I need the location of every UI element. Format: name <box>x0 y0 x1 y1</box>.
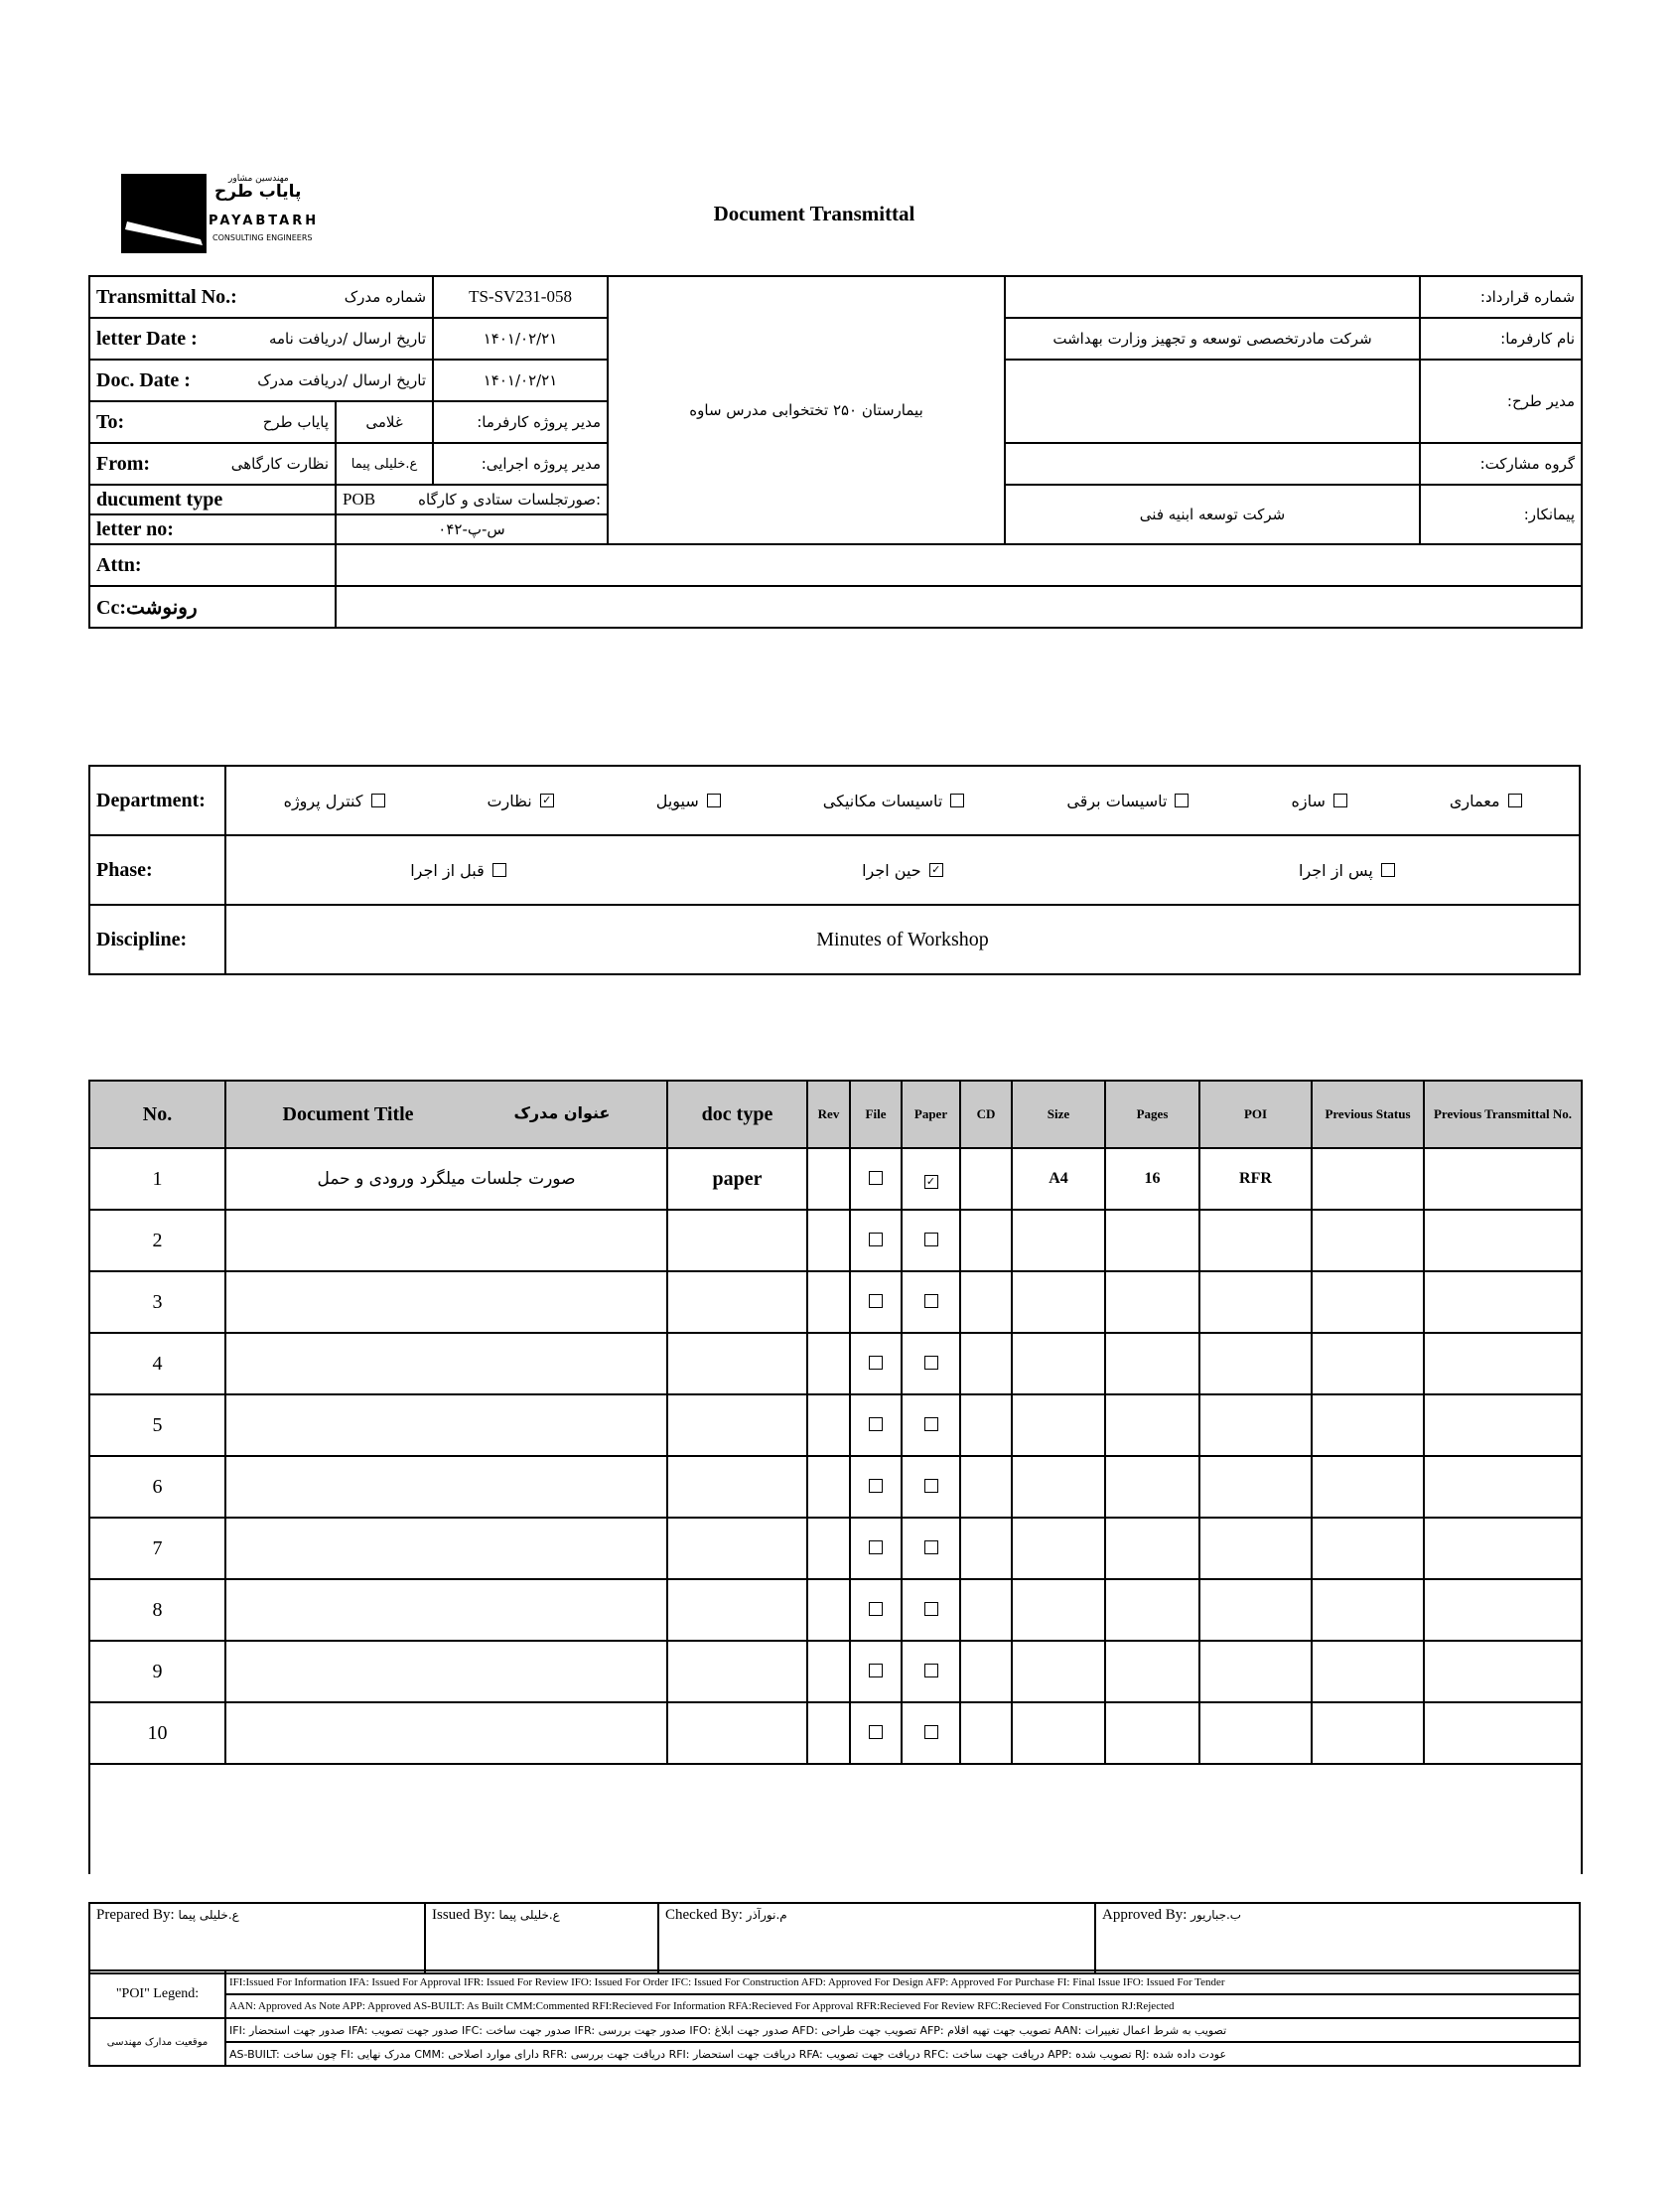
manager-value <box>1005 360 1420 443</box>
checkbox[interactable] <box>924 1725 938 1739</box>
logo-wave-icon <box>121 174 207 253</box>
row-no: 9 <box>89 1641 225 1702</box>
row-doc-type <box>667 1456 807 1518</box>
poi-legend-table <box>88 1969 1581 2067</box>
logo-subtitle: CONSULTING ENGINEERS <box>212 233 313 242</box>
checkbox[interactable] <box>924 1417 938 1431</box>
row-pages <box>1105 1333 1199 1394</box>
checkbox[interactable] <box>371 794 385 807</box>
row-prev-status <box>1312 1702 1424 1764</box>
checkbox[interactable] <box>924 1294 938 1308</box>
row-file-checkbox[interactable] <box>850 1210 902 1271</box>
row-no: 3 <box>89 1271 225 1333</box>
row-rev <box>807 1210 850 1271</box>
row-pages <box>1105 1456 1199 1518</box>
row-poi: RFR <box>1199 1148 1312 1210</box>
row-pages <box>1105 1702 1199 1764</box>
cc-value <box>336 586 1582 628</box>
from-fa-label: مدیر پروژه اجرایی: <box>433 443 608 485</box>
row-paper-checkbox[interactable] <box>902 1702 960 1764</box>
department-option-mechanical[interactable]: تاسیسات مکانیکی <box>823 792 965 810</box>
poi-legend-label: "POI" Legend: <box>89 1970 225 2018</box>
row-prev-transmittal <box>1424 1579 1582 1641</box>
row-prev-status <box>1312 1394 1424 1456</box>
checkbox[interactable] <box>1175 794 1189 807</box>
col-doc-type: doc type <box>667 1081 807 1148</box>
attn-label: Attn: <box>89 544 336 586</box>
row-doc-type <box>667 1702 807 1764</box>
checkbox[interactable]: ✓ <box>924 1175 938 1189</box>
row-title <box>225 1394 667 1456</box>
from-cell <box>89 443 336 485</box>
row-doc-type <box>667 1641 807 1702</box>
row-poi <box>1199 1456 1312 1518</box>
row-rev <box>807 1702 850 1764</box>
issued-by-cell <box>425 1903 658 1973</box>
to-cell <box>89 401 336 443</box>
row-cd <box>960 1456 1012 1518</box>
transmittal-info-table <box>88 275 1583 629</box>
table-row <box>89 1579 1582 1641</box>
row-prev-transmittal <box>1424 1702 1582 1764</box>
to-person: غلامی <box>336 401 433 443</box>
checkbox[interactable] <box>869 1294 883 1308</box>
legend-fa-label: موقعیت مدارک مهندسی <box>89 2018 225 2066</box>
row-title <box>225 1271 667 1333</box>
doc-type-cell <box>336 485 608 514</box>
phase-option-during[interactable]: ✓ حین اجرا <box>862 861 943 880</box>
logo-fa-small: مهندسین مشاور <box>228 174 289 184</box>
row-title <box>225 1579 667 1641</box>
row-prev-status <box>1312 1456 1424 1518</box>
table-row <box>89 1271 1582 1333</box>
contractor-label: پیمانکار: <box>1420 485 1582 544</box>
row-doc-type <box>667 1394 807 1456</box>
signature-table <box>88 1902 1581 1974</box>
row-pages <box>1105 1579 1199 1641</box>
col-rev: Rev <box>807 1081 850 1148</box>
row-cd <box>960 1333 1012 1394</box>
checkbox[interactable] <box>869 1664 883 1677</box>
letter-date-fa-label: تاریخ ارسال /دریافت نامه <box>268 330 427 348</box>
attn-value <box>336 544 1582 586</box>
doc-type-fa: صورتجلسات ستادی و کارگاه: <box>418 491 602 509</box>
contract-no-label: شماره قرارداد: <box>1420 276 1582 318</box>
department-label: Department: <box>89 766 225 835</box>
col-title <box>225 1081 667 1148</box>
row-no: 7 <box>89 1518 225 1579</box>
notes-row <box>89 1764 1582 1874</box>
letter-no-label: letter no: <box>89 514 336 544</box>
letter-date-value: ۱۴۰۱/۰۲/۲۱ <box>433 318 608 360</box>
checkbox[interactable] <box>869 1171 883 1185</box>
contractor-value: شرکت توسعه ابنیه فنی <box>1005 485 1420 544</box>
row-prev-status <box>1312 1579 1424 1641</box>
checkbox[interactable] <box>869 1356 883 1370</box>
transmittal-no-fa-label: شماره مدرک <box>344 288 427 306</box>
to-label: To: <box>96 410 125 433</box>
row-file-checkbox[interactable] <box>850 1333 902 1394</box>
legend-line-3: IFI: صدور جهت استحضار IFA: صدور جهت تصویب IFC: صدور جهت ساخت IFR: صدور جهت بررسی IFO: صدور جهت ابلاغ AFD: تصویب جهت طراحی AFP: تصویب جهت تهیه اقلام AAN: تصویب به شرط اعمال تغییرات <box>225 2018 1580 2042</box>
row-rev <box>807 1148 850 1210</box>
checkbox[interactable] <box>869 1479 883 1493</box>
manager-label: مدیر طرح: <box>1420 360 1582 443</box>
checkbox[interactable] <box>869 1417 883 1431</box>
col-cd: CD <box>960 1081 1012 1148</box>
doc-date-cell <box>89 360 433 401</box>
row-size <box>1012 1394 1105 1456</box>
row-rev <box>807 1271 850 1333</box>
row-no: 8 <box>89 1579 225 1641</box>
row-rev <box>807 1333 850 1394</box>
row-file-checkbox[interactable] <box>850 1702 902 1764</box>
row-title <box>225 1518 667 1579</box>
row-cd <box>960 1394 1012 1456</box>
contract-no-value <box>1005 276 1420 318</box>
col-paper: Paper <box>902 1081 960 1148</box>
department-option-supervision[interactable]: ✓ نظارت <box>487 792 553 810</box>
row-size: A4 <box>1012 1148 1105 1210</box>
table-header-row <box>89 1081 1582 1148</box>
row-pages <box>1105 1210 1199 1271</box>
approved-by-value: ب.جباریور <box>1190 1908 1242 1922</box>
company-logo <box>121 174 340 255</box>
checkbox[interactable]: ✓ <box>929 863 943 877</box>
row-file-checkbox[interactable] <box>850 1394 902 1456</box>
checkbox[interactable] <box>869 1602 883 1616</box>
legend-line-2: AAN: Approved As Note APP: Approved AS-BUILT: As Built CMM:Commented RFI:Recieved For Information RFA:Recieved For Approval RFR:Recieved For Review RFC:Recieved For Construction RJ:Rejected <box>225 1994 1580 2018</box>
row-cd <box>960 1702 1012 1764</box>
to-fa-label: مدیر پروژه کارفرما: <box>433 401 608 443</box>
checkbox[interactable] <box>869 1725 883 1739</box>
row-doc-type <box>667 1333 807 1394</box>
checkbox[interactable] <box>924 1479 938 1493</box>
row-doc-type: paper <box>667 1148 807 1210</box>
table-row <box>89 1456 1582 1518</box>
row-file-checkbox[interactable] <box>850 1518 902 1579</box>
department-option-architecture[interactable]: معماری <box>1450 792 1522 810</box>
to-org: پایاب طرح <box>262 413 329 431</box>
checkbox[interactable] <box>924 1602 938 1616</box>
checkbox[interactable]: ✓ <box>540 794 554 807</box>
from-label: From: <box>96 452 151 475</box>
checked-by-value: م.نورآذر <box>746 1908 787 1922</box>
table-row <box>89 1518 1582 1579</box>
transmittal-no-label: Transmittal No.: <box>96 285 237 308</box>
row-size <box>1012 1518 1105 1579</box>
row-file-checkbox[interactable] <box>850 1579 902 1641</box>
table-row <box>89 1333 1582 1394</box>
from-org: نظارت کارگاهی <box>230 455 329 473</box>
row-size <box>1012 1333 1105 1394</box>
row-size <box>1012 1210 1105 1271</box>
employer-label: نام کارفرما: <box>1420 318 1582 360</box>
col-file: File <box>850 1081 902 1148</box>
legend-line-4: AS-BUILT: چون ساخت FI: مدرک نهایی CMM: دارای موارد اصلاحی RFR: دریافت جهت بررسی RFI: دریافت جهت استحضار RFA: دریافت جهت تصویب RFC: دریافت جهت ساخت APP: تصویب شده RJ: عودت داده شده <box>225 2042 1580 2066</box>
partner-label: گروه مشارکت: <box>1420 443 1582 485</box>
row-paper-checkbox[interactable] <box>902 1518 960 1579</box>
legend-line-1: IFI:Issued For Information IFA: Issued For Approval IFR: Issued For Review IFO: Issued For Order IFC: Issued For Construction AFD: Approved For Design AFP: Approved For Purchase FI: Final Issue IFO: Issued For Tender <box>225 1970 1580 1994</box>
row-no: 6 <box>89 1456 225 1518</box>
phase-label: Phase: <box>89 835 225 905</box>
row-cd <box>960 1518 1012 1579</box>
row-poi <box>1199 1641 1312 1702</box>
logo-fa-name: پایاب طرح <box>214 182 302 202</box>
row-poi <box>1199 1333 1312 1394</box>
row-prev-transmittal <box>1424 1271 1582 1333</box>
doc-type-label: ducument type <box>89 485 336 514</box>
phase-option-before[interactable]: قبل از اجرا <box>410 861 506 880</box>
checkbox[interactable] <box>869 1540 883 1554</box>
row-poi <box>1199 1271 1312 1333</box>
row-doc-type <box>667 1518 807 1579</box>
prepared-by-cell <box>89 1903 425 1973</box>
row-title <box>225 1333 667 1394</box>
col-no: No. <box>89 1081 225 1148</box>
row-no: 4 <box>89 1333 225 1394</box>
checked-by-label: Checked By: <box>665 1907 743 1923</box>
row-prev-status <box>1312 1641 1424 1702</box>
from-person: ع.خلیلی پیما <box>336 443 433 485</box>
row-size <box>1012 1456 1105 1518</box>
row-prev-status <box>1312 1333 1424 1394</box>
checkbox[interactable] <box>1333 794 1347 807</box>
checkbox[interactable] <box>924 1233 938 1246</box>
row-cd <box>960 1579 1012 1641</box>
row-title <box>225 1641 667 1702</box>
department-option-structure[interactable]: سازه <box>1291 792 1346 810</box>
row-prev-status <box>1312 1271 1424 1333</box>
row-paper-checkbox[interactable] <box>902 1333 960 1394</box>
row-prev-transmittal <box>1424 1641 1582 1702</box>
col-pages: Pages <box>1105 1081 1199 1148</box>
row-no: 1 <box>89 1148 225 1210</box>
issued-by-value: ع.خلیلی پیما <box>498 1908 560 1922</box>
row-poi <box>1199 1579 1312 1641</box>
row-pages <box>1105 1518 1199 1579</box>
row-poi <box>1199 1394 1312 1456</box>
prepared-by-label: Prepared By: <box>96 1907 175 1923</box>
table-row <box>89 1210 1582 1271</box>
page-title: Document Transmittal <box>713 202 915 225</box>
table-row <box>89 1702 1582 1764</box>
checkbox[interactable] <box>1381 863 1395 877</box>
cc-label: Cc:رونوشت <box>89 586 336 628</box>
row-doc-type <box>667 1579 807 1641</box>
discipline-label: Discipline: <box>89 905 225 974</box>
row-file-checkbox[interactable] <box>850 1148 902 1210</box>
partner-value <box>1005 443 1420 485</box>
col-title-en: Document Title <box>282 1102 414 1125</box>
row-rev <box>807 1456 850 1518</box>
checkbox[interactable] <box>950 794 964 807</box>
row-paper-checkbox[interactable] <box>902 1271 960 1333</box>
row-paper-checkbox[interactable] <box>902 1210 960 1271</box>
doc-date-fa-label: تاریخ ارسال /دریافت مدرک <box>257 371 427 389</box>
checked-by-cell <box>658 1903 1095 1973</box>
letter-date-cell <box>89 318 433 360</box>
doc-date-label: Doc. Date : <box>96 368 191 391</box>
col-title-fa: عنوان مدرک <box>513 1102 611 1122</box>
phase-option-after[interactable]: پس از اجرا <box>1299 861 1395 880</box>
row-paper-checkbox[interactable] <box>902 1641 960 1702</box>
col-prev-status: Previous Status <box>1312 1081 1424 1148</box>
transmittal-no-cell <box>89 276 433 318</box>
row-cd <box>960 1148 1012 1210</box>
row-file-checkbox[interactable] <box>850 1641 902 1702</box>
row-title <box>225 1456 667 1518</box>
row-cd <box>960 1271 1012 1333</box>
row-rev <box>807 1579 850 1641</box>
checkbox[interactable] <box>924 1664 938 1677</box>
row-paper-checkbox[interactable] <box>902 1456 960 1518</box>
row-rev <box>807 1394 850 1456</box>
department-options <box>225 766 1580 835</box>
row-size <box>1012 1579 1105 1641</box>
table-row <box>89 1148 1582 1210</box>
row-doc-type <box>667 1271 807 1333</box>
row-prev-transmittal <box>1424 1394 1582 1456</box>
documents-table <box>88 1080 1583 1874</box>
row-prev-status <box>1312 1210 1424 1271</box>
row-pages: 16 <box>1105 1148 1199 1210</box>
row-poi <box>1199 1518 1312 1579</box>
checkbox[interactable] <box>707 794 721 807</box>
row-cd <box>960 1210 1012 1271</box>
prepared-by-value: ع.خلیلی پیما <box>178 1908 239 1922</box>
row-paper-checkbox[interactable] <box>902 1394 960 1456</box>
row-prev-transmittal <box>1424 1518 1582 1579</box>
discipline-value: Minutes of Workshop <box>225 905 1580 974</box>
transmittal-no-value: TS-SV231-058 <box>433 276 608 318</box>
row-file-checkbox[interactable] <box>850 1456 902 1518</box>
row-paper-checkbox[interactable] <box>902 1579 960 1641</box>
row-title <box>225 1210 667 1271</box>
row-prev-status <box>1312 1148 1424 1210</box>
doc-date-value: ۱۴۰۱/۰۲/۲۱ <box>433 360 608 401</box>
row-no: 10 <box>89 1702 225 1764</box>
row-title: صورت جلسات میلگرد ورودی و حمل <box>225 1148 667 1210</box>
row-prev-transmittal <box>1424 1210 1582 1271</box>
col-prev-transmittal: Previous Transmittal No. <box>1424 1081 1582 1148</box>
row-poi <box>1199 1210 1312 1271</box>
checkbox[interactable] <box>924 1356 938 1370</box>
row-poi <box>1199 1702 1312 1764</box>
row-no: 5 <box>89 1394 225 1456</box>
employer-value: شرکت مادرتخصصی توسعه و تجهیز وزارت بهداشت <box>1005 318 1420 360</box>
table-row <box>89 1394 1582 1456</box>
notes-area <box>89 1764 1582 1874</box>
row-size <box>1012 1641 1105 1702</box>
letter-no-value: س-پ-۰۴۲ <box>336 514 608 544</box>
row-cd <box>960 1641 1012 1702</box>
letter-date-label: letter Date : <box>96 327 198 350</box>
row-pages <box>1105 1394 1199 1456</box>
col-size: Size <box>1012 1081 1105 1148</box>
approved-by-label: Approved By: <box>1102 1907 1188 1923</box>
row-rev <box>807 1641 850 1702</box>
row-paper-checkbox[interactable] <box>902 1148 960 1210</box>
row-prev-transmittal <box>1424 1456 1582 1518</box>
department-option-project-control[interactable]: کنترل پروژه <box>284 792 385 810</box>
phase-options <box>225 835 1580 905</box>
col-poi: POI <box>1199 1081 1312 1148</box>
classification-table <box>88 765 1581 975</box>
project-name: بیمارستان ۲۵۰ تختخوابی مدرس ساوه <box>608 276 1005 544</box>
doc-type-value: POB <box>343 490 376 509</box>
row-no: 2 <box>89 1210 225 1271</box>
logo-en-name: PAYABTARH <box>209 214 320 228</box>
table-row <box>89 1641 1582 1702</box>
checkbox[interactable] <box>924 1540 938 1554</box>
row-size <box>1012 1271 1105 1333</box>
row-pages <box>1105 1271 1199 1333</box>
issued-by-label: Issued By: <box>432 1907 495 1923</box>
approved-by-cell <box>1095 1903 1580 1973</box>
checkbox[interactable] <box>492 863 506 877</box>
row-doc-type <box>667 1210 807 1271</box>
department-option-electrical[interactable]: تاسیسات برقی <box>1066 792 1189 810</box>
row-prev-transmittal <box>1424 1333 1582 1394</box>
department-option-civil[interactable]: سیویل <box>656 792 721 810</box>
checkbox[interactable] <box>869 1233 883 1246</box>
row-rev <box>807 1518 850 1579</box>
row-prev-transmittal <box>1424 1148 1582 1210</box>
checkbox[interactable] <box>1508 794 1522 807</box>
row-title <box>225 1702 667 1764</box>
row-prev-status <box>1312 1518 1424 1579</box>
row-pages <box>1105 1641 1199 1702</box>
logo-mark <box>121 174 207 253</box>
row-file-checkbox[interactable] <box>850 1271 902 1333</box>
row-size <box>1012 1702 1105 1764</box>
